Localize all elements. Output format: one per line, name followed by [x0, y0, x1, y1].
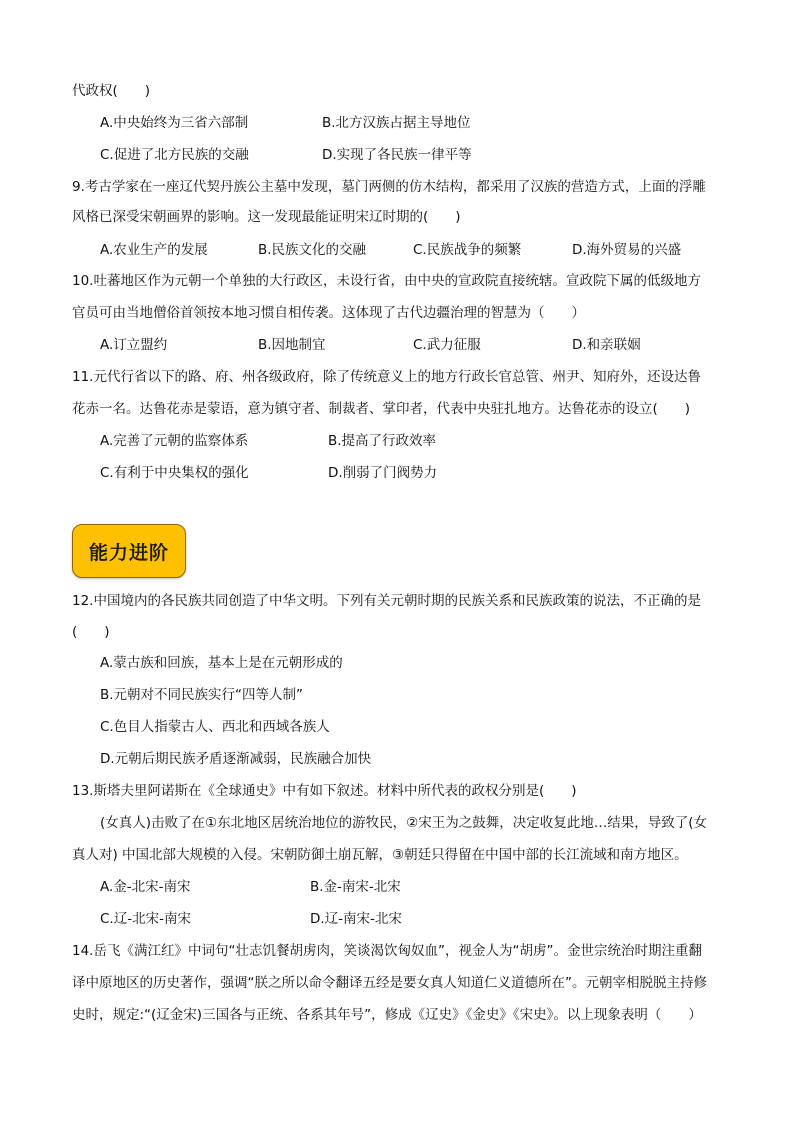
q10-option-a: A.订立盟约 — [100, 337, 168, 353]
q11-stem-line2: 花赤一名。达鲁花赤是蒙语，意为镇守者、制裁者、掌印者，代表中央驻扎地方。达鲁花赤的设立( ) — [72, 401, 691, 417]
q9-stem-line2: 风格已深受宋朝画界的影响。这一发现最能证明宋辽时期的( ) — [72, 209, 461, 225]
section-title: 能力进阶 — [88, 541, 169, 564]
q8-option-c: C.促进了北方民族的交融 — [100, 147, 249, 163]
q11-option-c: C.有利于中央集权的强化 — [100, 465, 249, 481]
q13-option-b: B.金-南宋-北宋 — [310, 879, 401, 895]
q13-material-line2: 真人对) 中国北部大规模的入侵。宋朝防御土崩瓦解，③朝廷只得留在中国中部的长江流域和南方地区。 — [72, 847, 688, 863]
q9-option-d: D.海外贸易的兴盛 — [572, 242, 682, 258]
q13-option-a: A.金-北宋-南宋 — [100, 879, 191, 895]
q11-option-d: D.削弱了门阀势力 — [328, 465, 438, 481]
q13-material-line1: (女真人)击败了在①东北地区居统治地位的游牧民，②宋王为之鼓舞，决定收复此地…结果，导致了(女 — [100, 815, 708, 831]
q8-option-a: A.中央始终为三省六部制 — [100, 115, 249, 131]
q10-option-d: D.和亲联姻 — [572, 337, 641, 353]
q14-stem-line3: 史时，规定:“(辽金宋)三国各与正统、各系其年号”，修成《辽史》《金史》《宋史》。以上现象表明（ ） — [72, 1007, 702, 1023]
q12-option-c: C.色目人指蒙古人、西北和西域各族人 — [100, 719, 330, 735]
q9-option-a: A.农业生产的发展 — [100, 242, 208, 258]
q8-stem-tail: 代政权( ) — [72, 83, 151, 99]
q9-option-c: C.民族战争的频繁 — [413, 242, 522, 258]
q10-stem-line2: 官员可由当地僧俗首领按本地习惯自相传袭。这体现了古代边疆治理的智慧为（ ） — [72, 305, 585, 321]
q9-stem-line1: 9.考古学家在一座辽代契丹族公主墓中发现，墓门两侧的仿木结构，都采用了汉族的营造方式，上面的浮雕 — [72, 179, 706, 195]
q14-stem-line2: 译中原地区的历史著作，强调“朕之所以命令翻译五经是要女真人知道仁义道德所在”。元朝宰相脱脱主持修 — [72, 975, 707, 991]
q12-option-b: B.元朝对不同民族实行“四等人制” — [100, 687, 304, 703]
q10-stem-line1: 10.吐蕃地区作为元朝一个单独的大行政区，未设行省，由中央的宣政院直接统辖。宣政院下属的低级地方 — [72, 273, 701, 289]
q13-option-c: C.辽-北宋-南宋 — [100, 911, 191, 927]
q9-option-b: B.民族文化的交融 — [258, 242, 367, 258]
q12-option-d: D.元朝后期民族矛盾逐渐减弱，民族融合加快 — [100, 751, 372, 767]
q11-stem-line1: 11.元代行省以下的路、府、州各级政府，除了传统意义上的地方行政长官总管、州尹、知府外，还设达鲁 — [72, 369, 701, 385]
q12-option-a: A.蒙古族和回族，基本上是在元朝形成的 — [100, 655, 343, 671]
q13-stem: 13.斯塔夫里阿诺斯在《全球通史》中有如下叙述。材料中所代表的政权分别是( ) — [72, 783, 577, 799]
q13-option-d: D.辽-南宋-北宋 — [310, 911, 402, 927]
q14-stem-line1: 14.岳飞《满江红》中词句“壮志饥餐胡虏肉，笑谈渴饮匈奴血”，视金人为“胡虏”。金世宗统治时期注重翻 — [72, 943, 702, 959]
section-banner — [72, 524, 186, 578]
q10-option-b: B.因地制宜 — [258, 337, 326, 353]
q11-option-a: A.完善了元朝的监察体系 — [100, 433, 249, 449]
q12-stem-line2: ( ) — [72, 624, 110, 640]
q11-option-b: B.提高了行政效率 — [328, 433, 437, 449]
q8-option-d: D.实现了各民族一律平等 — [322, 147, 472, 163]
q10-option-c: C.武力征服 — [413, 337, 481, 353]
q8-option-b: B.北方汉族占据主导地位 — [322, 115, 471, 131]
q12-stem-line1: 12.中国境内的各民族共同创造了中华文明。下列有关元朝时期的民族关系和民族政策的说法，不正确的是 — [72, 593, 701, 609]
